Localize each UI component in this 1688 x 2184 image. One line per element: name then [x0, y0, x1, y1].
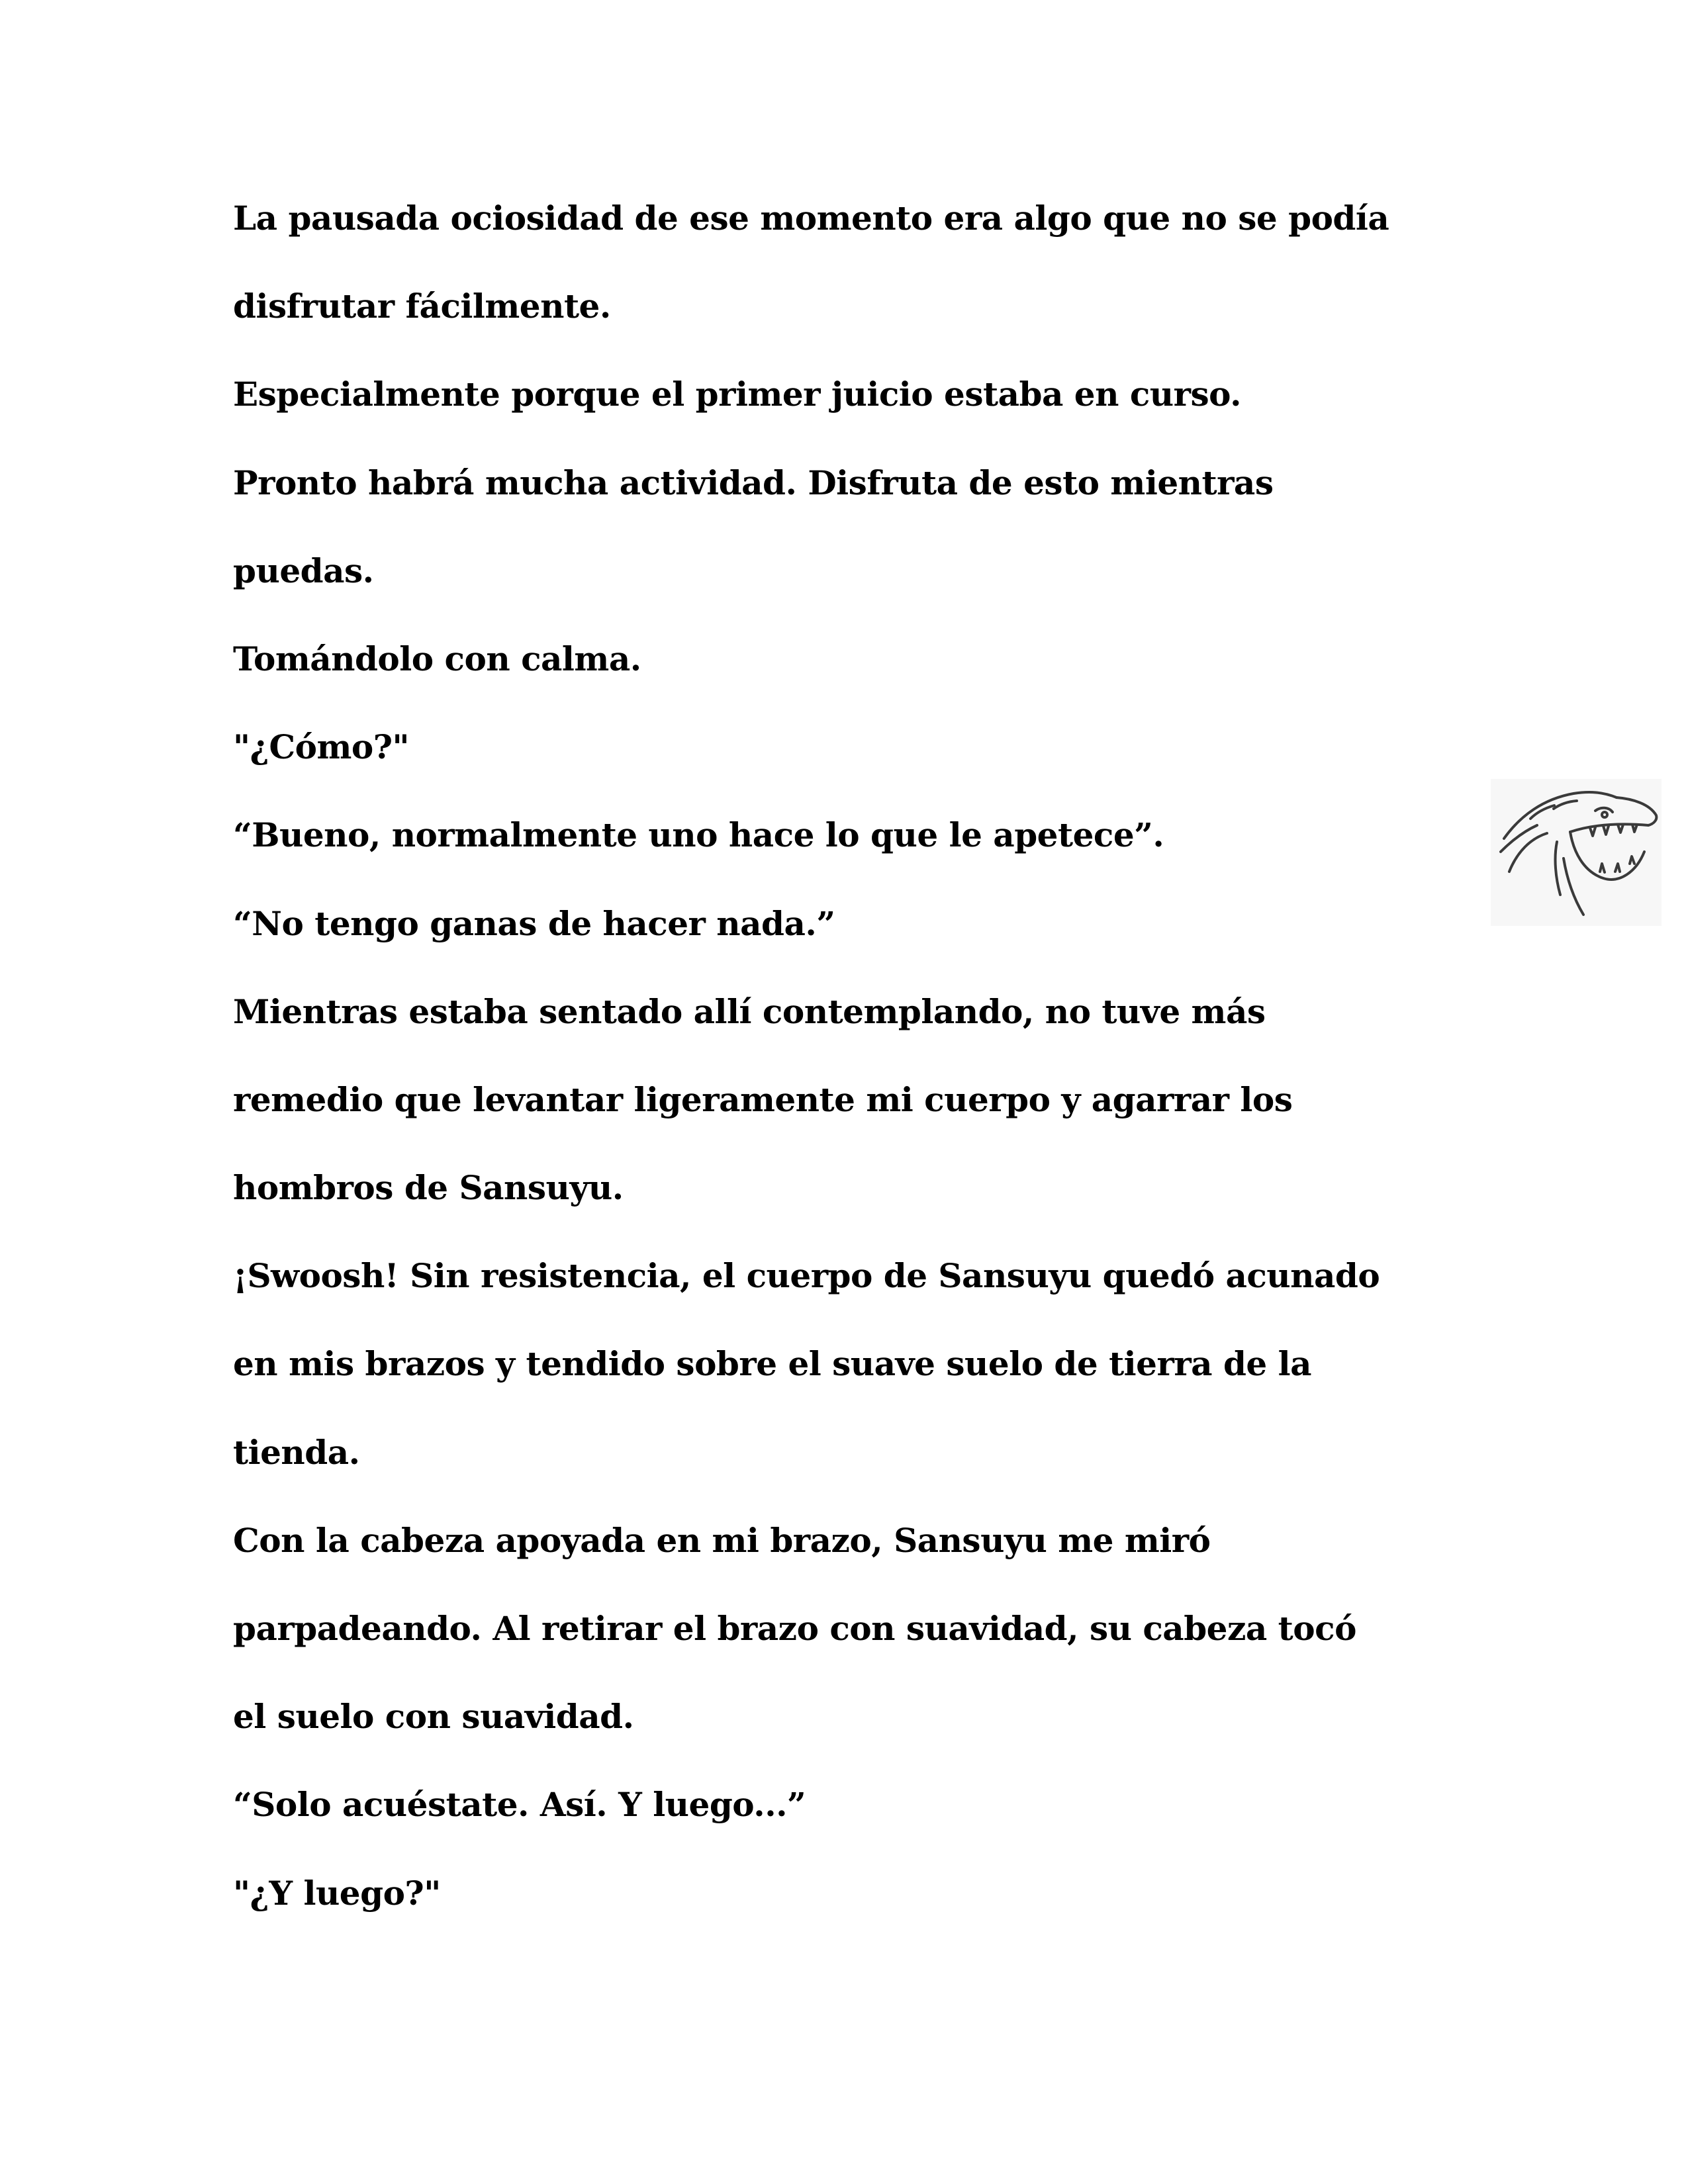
text-line: Pronto habrá mucha actividad. Disfruta de esto mientras [233, 463, 1274, 502]
text-line: Mientras estaba sentado allí contemplando, no tuve más [233, 991, 1266, 1031]
body-text [233, 192, 1491, 1955]
text-line: "¿Y luego?" [233, 1873, 441, 1913]
text-line: Especialmente porque el primer juicio estaba en curso. [233, 375, 1241, 414]
text-line: el suelo con suavidad. [233, 1697, 634, 1737]
text-line: “Bueno, normalmente uno hace lo que le apetece”. [233, 815, 1164, 855]
text-line: Tomándolo con calma. [233, 639, 641, 678]
text-line: ¡Swoosh! Sin resistencia, el cuerpo de Sansuyu quedó acunado [233, 1256, 1380, 1296]
text-line: remedio que levantar ligeramente mi cuerpo y agarrar los [233, 1079, 1293, 1119]
text-line: hombros de Sansuyu. [233, 1168, 624, 1208]
text-line: puedas. [233, 551, 374, 590]
text-line: Con la cabeza apoyada en mi brazo, Sansuyu me miró [233, 1520, 1211, 1560]
text-line: "¿Cómo?" [233, 727, 410, 767]
text-line: disfrutar fácilmente. [233, 287, 611, 326]
text-line: La pausada ociosidad de ese momento era algo que no se podía [233, 199, 1389, 238]
text-line: en mis brazos y tendido sobre el suave suelo de tierra de la [233, 1344, 1312, 1384]
text-line: “No tengo ganas de hacer nada.” [233, 903, 835, 943]
text-line: tienda. [233, 1432, 360, 1472]
dinosaur-head-icon [1491, 779, 1662, 926]
text-line: parpadeando. Al retirar el brazo con suavidad, su cabeza tocó [233, 1609, 1356, 1648]
text-line: “Solo acuéstate. Así. Y luego...” [233, 1785, 806, 1825]
